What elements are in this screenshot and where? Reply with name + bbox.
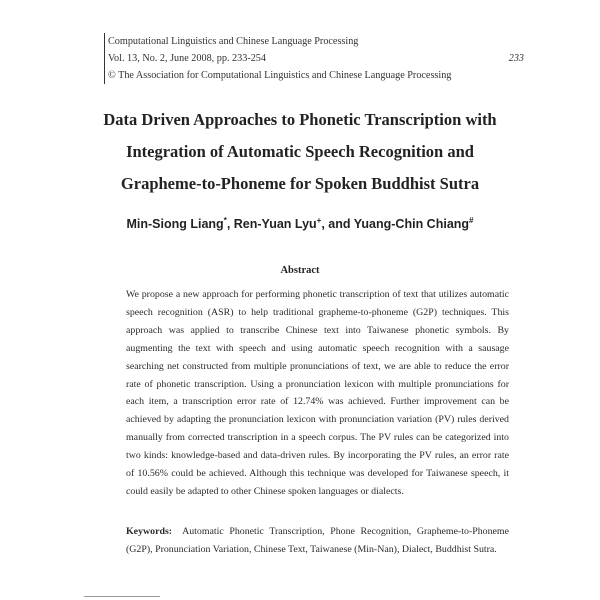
title-line-2: Integration of Automatic Speech Recognition and: [126, 142, 474, 161]
author-separator-2: , and: [321, 217, 354, 231]
keywords-list: Automatic Phonetic Transcription, Phone Recognition, Grapheme-to-Phoneme (G2P), Pronunciation Variation, Chinese Text, Taiwanese (Min-Nan), Dialect, Buddhist Sutra.: [126, 526, 509, 555]
journal-header: [104, 33, 524, 84]
copyright-notice: © The Association for Computational Linguistics and Chinese Language Processing: [108, 70, 452, 81]
abstract-heading: Abstract: [280, 265, 320, 276]
title-line-1: Data Driven Approaches to Phonetic Transcription with: [103, 110, 497, 129]
page-number: 233: [508, 53, 524, 64]
header-copyright-line: [108, 67, 524, 84]
author-affiliation-mark-1: *: [223, 216, 227, 225]
abstract-body: [126, 286, 509, 501]
author-name-2: Ren-Yuan Lyu: [233, 217, 317, 231]
author-affiliation-mark-3: #: [469, 216, 474, 225]
journal-name: Computational Linguistics and Chinese Language Processing: [108, 36, 359, 47]
abstract-paragraph: We propose a new approach for performing phonetic transcription of text that utilizes automatic speech recognition (ASR) to help traditional grapheme-to-phoneme (G2P) techniques. This approach was applied to transcribe Chinese text into Taiwanese phonetic symbols. By augmenting the text with speech and using automatic speech recognition with a sausage searching net constructed from multiple pronunciations of text, we are able to reduce the error rate of phonetic transcription. Using a pronunciation lexicon with multiple pronunciations for each item, a transcription error rate of 12.74% was achieved. Further improvement can be achieved by adapting the pronunciation lexicon with pronunciation variation (PV) rules derived manually from corrected transcription in a speech corpus. The PV rules can be categorized into two kinds: knowledge-based and data-driven rules. By incorporating the PV rules, an error rate of 10.56% could be achieved. Although this technique was developed for Taiwanese speech, it could easily be adapted to other Chinese spoken languages or dialects.: [126, 289, 509, 497]
keywords-section: [126, 523, 509, 559]
title-line-3: Grapheme-to-Phoneme for Spoken Buddhist Sutra: [120, 174, 480, 193]
author-name-3: Yuang-Chin Chiang: [353, 217, 470, 231]
author-affiliation-mark-2: +: [316, 216, 322, 225]
journal-issue: Vol. 13, No. 2, June 2008, pp. 233-254: [108, 53, 266, 64]
header-issue-line: [108, 50, 524, 67]
author-separator-1: ,: [226, 217, 234, 231]
author-name-1: Min-Siong Liang: [126, 217, 224, 231]
paper-title: [60, 104, 540, 200]
author-list: [60, 214, 540, 234]
footnote-divider: [84, 596, 160, 597]
keywords-label: Keywords:: [126, 526, 173, 537]
header-journal-line: [108, 33, 524, 50]
